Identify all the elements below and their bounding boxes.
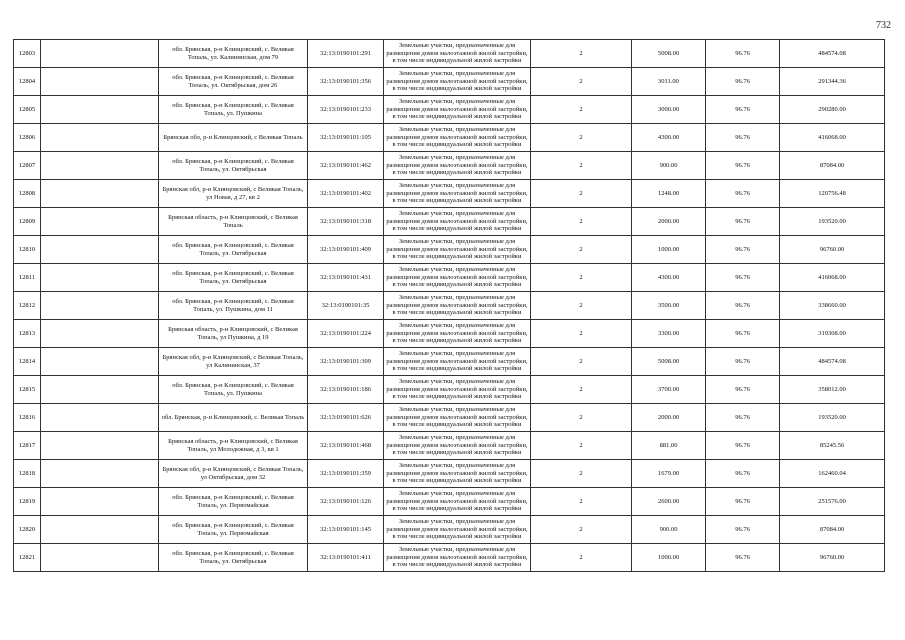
cadastral-value-cell: 120756.48: [780, 180, 885, 208]
cadastral-value-cell: 290280.00: [780, 96, 885, 124]
cadastral-number-cell: 32:13:0190101:462: [308, 152, 384, 180]
address-cell: обл. Брянская, р-н Клинцовский, с. Великая Топаль, ул. Октябрьская: [159, 152, 308, 180]
cadastral-value-cell: 251576.00: [780, 488, 885, 516]
area-cell: 2600.00: [632, 488, 706, 516]
cadastral-value-cell: 291344.36: [780, 68, 885, 96]
table-row: [14, 544, 885, 572]
area-cell: 1000.00: [632, 236, 706, 264]
address-cell: Брянская область, р-н Клинцовский, с Великая Топаль: [159, 208, 308, 236]
blank-cell: [41, 376, 159, 404]
area-cell: 4300.00: [632, 264, 706, 292]
table-row: [14, 320, 885, 348]
category-code-cell: 2: [531, 180, 632, 208]
area-cell: 3700.00: [632, 376, 706, 404]
table-row: [14, 96, 885, 124]
blank-cell: [41, 40, 159, 68]
area-cell: 900.00: [632, 516, 706, 544]
blank-cell: [41, 348, 159, 376]
land-use-cell: Земельные участки, предназначенные для размещения домов малоэтажной жилой застройки, в том числе индивидуальной жилой застройки: [384, 544, 531, 572]
table-row: [14, 488, 885, 516]
address-cell: Брянская область, р-н Клинцовский, с Великая Топаль, ул Молодежная, д 3, кв 1: [159, 432, 308, 460]
area-cell: 2000.00: [632, 404, 706, 432]
rate-cell: 96.76: [706, 152, 780, 180]
table-row: [14, 40, 885, 68]
address-cell: обл. Брянская, р-н Клинцовский, с. Великая Топаль, ул. Пушкина: [159, 96, 308, 124]
table-row: [14, 124, 885, 152]
cadastral-number-cell: 32:13:0190101:411: [308, 544, 384, 572]
address-cell: обл. Брянская, р-н Клинцовский, с. Великая Топаль, ул. Октябрьская: [159, 544, 308, 572]
category-code-cell: 2: [531, 348, 632, 376]
row-number-cell: 12818: [14, 460, 41, 488]
rate-cell: 96.76: [706, 404, 780, 432]
row-number-cell: 12805: [14, 96, 41, 124]
blank-cell: [41, 320, 159, 348]
table-row: [14, 236, 885, 264]
cadastral-number-cell: 32:13:0190101:233: [308, 96, 384, 124]
category-code-cell: 2: [531, 488, 632, 516]
blank-cell: [41, 432, 159, 460]
blank-cell: [41, 96, 159, 124]
cadastral-number-cell: 32:13:0190101:409: [308, 236, 384, 264]
row-number-cell: 12811: [14, 264, 41, 292]
table-row: [14, 292, 885, 320]
area-cell: 881.00: [632, 432, 706, 460]
area-cell: 3500.00: [632, 292, 706, 320]
cadastral-value-cell: 96760.00: [780, 236, 885, 264]
area-cell: 4300.00: [632, 124, 706, 152]
area-cell: 3011.00: [632, 68, 706, 96]
cadastral-value-cell: 484574.08: [780, 348, 885, 376]
row-number-cell: 12821: [14, 544, 41, 572]
table-row: [14, 348, 885, 376]
category-code-cell: 2: [531, 292, 632, 320]
rate-cell: 96.76: [706, 460, 780, 488]
address-cell: Брянская область, р-н Клинцовский, с Великая Топаль, ул Пушкина, д 19: [159, 320, 308, 348]
row-number-cell: 12812: [14, 292, 41, 320]
table-row: [14, 152, 885, 180]
row-number-cell: 12814: [14, 348, 41, 376]
cadastral-number-cell: 32:13:0190101:145: [308, 516, 384, 544]
blank-cell: [41, 236, 159, 264]
blank-cell: [41, 544, 159, 572]
land-use-cell: Земельные участки, предназначенные для размещения домов малоэтажной жилой застройки, в том числе индивидуальной жилой застройки: [384, 96, 531, 124]
blank-cell: [41, 292, 159, 320]
blank-cell: [41, 264, 159, 292]
blank-cell: [41, 516, 159, 544]
address-cell: обл. Брянская, р-н Клинцовский, с. Великая Топаль, ул. Октябрьская: [159, 236, 308, 264]
row-number-cell: 12813: [14, 320, 41, 348]
category-code-cell: 2: [531, 432, 632, 460]
cadastral-value-cell: 338660.00: [780, 292, 885, 320]
area-cell: 5008.00: [632, 40, 706, 68]
area-cell: 2000.00: [632, 208, 706, 236]
table-row: [14, 460, 885, 488]
address-cell: обл. Брянская, р-н Клинцовский, с. Великая Топаль, ул. Октябрьская, дом 26: [159, 68, 308, 96]
category-code-cell: 2: [531, 96, 632, 124]
land-use-cell: Земельные участки, предназначенные для размещения домов малоэтажной жилой застройки, в том числе индивидуальной жилой застройки: [384, 460, 531, 488]
row-number-cell: 12804: [14, 68, 41, 96]
land-registry-table: [13, 39, 885, 572]
rate-cell: 96.76: [706, 180, 780, 208]
area-cell: 5008.00: [632, 348, 706, 376]
land-use-cell: Земельные участки, предназначенные для размещения домов малоэтажной жилой застройки, в том числе индивидуальной жилой застройки: [384, 516, 531, 544]
address-cell: обл. Брянская, р-н Клинцовский, с. Великая Топаль, ул. Первомайская: [159, 516, 308, 544]
row-number-cell: 12807: [14, 152, 41, 180]
cadastral-value-cell: 416068.00: [780, 264, 885, 292]
row-number-cell: 12817: [14, 432, 41, 460]
cadastral-number-cell: 32:13:0190101:356: [308, 68, 384, 96]
land-use-cell: Земельные участки, предназначенные для размещения домов малоэтажной жилой застройки, в том числе индивидуальной жилой застройки: [384, 376, 531, 404]
area-cell: 1679.00: [632, 460, 706, 488]
land-use-cell: Земельные участки, предназначенные для размещения домов малоэтажной жилой застройки, в том числе индивидуальной жилой застройки: [384, 180, 531, 208]
category-code-cell: 2: [531, 208, 632, 236]
category-code-cell: 2: [531, 460, 632, 488]
category-code-cell: 2: [531, 404, 632, 432]
blank-cell: [41, 208, 159, 236]
row-number-cell: 12806: [14, 124, 41, 152]
rate-cell: 96.76: [706, 264, 780, 292]
area-cell: 1248.00: [632, 180, 706, 208]
blank-cell: [41, 152, 159, 180]
row-number-cell: 12803: [14, 40, 41, 68]
area-cell: 900.00: [632, 152, 706, 180]
cadastral-number-cell: 32:13:0190101:359: [308, 460, 384, 488]
category-code-cell: 2: [531, 236, 632, 264]
rate-cell: 96.76: [706, 544, 780, 572]
land-use-cell: Земельные участки, предназначенные для размещения домов малоэтажной жилой застройки, в том числе индивидуальной жилой застройки: [384, 348, 531, 376]
blank-cell: [41, 68, 159, 96]
cadastral-value-cell: 319308.00: [780, 320, 885, 348]
rate-cell: 96.76: [706, 292, 780, 320]
land-use-cell: Земельные участки, предназначенные для размещения домов малоэтажной жилой застройки, в том числе индивидуальной жилой застройки: [384, 236, 531, 264]
rate-cell: 96.76: [706, 516, 780, 544]
cadastral-value-cell: 85245.56: [780, 432, 885, 460]
table-row: [14, 516, 885, 544]
land-use-cell: Земельные участки, предназначенные для размещения домов малоэтажной жилой застройки, в том числе индивидуальной жилой застройки: [384, 208, 531, 236]
cadastral-value-cell: 358012.00: [780, 376, 885, 404]
blank-cell: [41, 124, 159, 152]
cadastral-number-cell: 32:13:0190101:126: [308, 488, 384, 516]
address-cell: Брянская обл, р-н Клинцовский, с Великая Топаль, ул Новая, д 27, кв 2: [159, 180, 308, 208]
rate-cell: 96.76: [706, 124, 780, 152]
category-code-cell: 2: [531, 68, 632, 96]
address-cell: Брянская обл, р-н Клинцовский, с Великая Топаль, ул Октябрьская, дом 32: [159, 460, 308, 488]
land-use-cell: Земельные участки, предназначенные для размещения домов малоэтажной жилой застройки, в том числе индивидуальной жилой застройки: [384, 320, 531, 348]
cadastral-number-cell: 32:13:0190101:309: [308, 348, 384, 376]
blank-cell: [41, 180, 159, 208]
row-number-cell: 12820: [14, 516, 41, 544]
blank-cell: [41, 488, 159, 516]
category-code-cell: 2: [531, 544, 632, 572]
cadastral-value-cell: 96760.00: [780, 544, 885, 572]
address-cell: обл. Брянская, р-н Клинцовский, с. Великая Топаль, ул. Октябрьская: [159, 264, 308, 292]
table-body: [14, 40, 885, 572]
cadastral-number-cell: 32:13:0190101:468: [308, 432, 384, 460]
cadastral-number-cell: 32:13:0190101:186: [308, 376, 384, 404]
land-use-cell: Земельные участки, предназначенные для размещения домов малоэтажной жилой застройки, в том числе индивидуальной жилой застройки: [384, 68, 531, 96]
table-row: [14, 264, 885, 292]
rate-cell: 96.76: [706, 236, 780, 264]
address-cell: обл. Брянская, р-н Клинцовский, с. Великая Топаль, ул. Пушкина: [159, 376, 308, 404]
cadastral-number-cell: 32:13:0190101:626: [308, 404, 384, 432]
blank-cell: [41, 404, 159, 432]
address-cell: Брянская обл, р-н Клинцовский, с Великая Топаль: [159, 124, 308, 152]
cadastral-number-cell: 32:13:0190101:318: [308, 208, 384, 236]
cadastral-value-cell: 193520.00: [780, 404, 885, 432]
address-cell: обл. Брянская, р-н Клинцовский, с. Великая Топаль, ул. Пушкина, дом 11: [159, 292, 308, 320]
table-row: [14, 404, 885, 432]
row-number-cell: 12809: [14, 208, 41, 236]
category-code-cell: 2: [531, 124, 632, 152]
cadastral-value-cell: 484574.08: [780, 40, 885, 68]
table-row: [14, 208, 885, 236]
cadastral-number-cell: 32:13:0190101:431: [308, 264, 384, 292]
category-code-cell: 2: [531, 376, 632, 404]
rate-cell: 96.76: [706, 376, 780, 404]
rate-cell: 96.76: [706, 320, 780, 348]
cadastral-number-cell: 32:13:0190101:291: [308, 40, 384, 68]
rate-cell: 96.76: [706, 208, 780, 236]
rate-cell: 96.76: [706, 68, 780, 96]
rate-cell: 96.76: [706, 348, 780, 376]
land-use-cell: Земельные участки, предназначенные для размещения домов малоэтажной жилой застройки, в том числе индивидуальной жилой застройки: [384, 152, 531, 180]
address-cell: обл. Брянская, р-н Клинцовский, с. Великая Топаль, ул. Первомайская: [159, 488, 308, 516]
rate-cell: 96.76: [706, 96, 780, 124]
category-code-cell: 2: [531, 264, 632, 292]
address-cell: Брянская обл, р-н Клинцовский, с Великая Топаль, ул Калининская, 37: [159, 348, 308, 376]
land-use-cell: Земельные участки, предназначенные для размещения домов малоэтажной жилой застройки, в том числе индивидуальной жилой застройки: [384, 432, 531, 460]
table-row: [14, 432, 885, 460]
cadastral-number-cell: 32:13:0190101:35: [308, 292, 384, 320]
address-cell: обл. Брянская, р-н Клинцовский, с. Великая Топаль: [159, 404, 308, 432]
land-use-cell: Земельные участки, предназначенные для размещения домов малоэтажной жилой застройки, в том числе индивидуальной жилой застройки: [384, 404, 531, 432]
blank-cell: [41, 460, 159, 488]
cadastral-value-cell: 162460.04: [780, 460, 885, 488]
address-cell: обл. Брянская, р-н Клинцовский, с. Великая Топаль, ул. Калининская, дом 79: [159, 40, 308, 68]
rate-cell: 96.76: [706, 488, 780, 516]
row-number-cell: 12819: [14, 488, 41, 516]
land-use-cell: Земельные участки, предназначенные для размещения домов малоэтажной жилой застройки, в том числе индивидуальной жилой застройки: [384, 292, 531, 320]
table-row: [14, 68, 885, 96]
cadastral-value-cell: 416068.00: [780, 124, 885, 152]
row-number-cell: 12810: [14, 236, 41, 264]
rate-cell: 96.76: [706, 40, 780, 68]
land-use-cell: Земельные участки, предназначенные для размещения домов малоэтажной жилой застройки, в том числе индивидуальной жилой застройки: [384, 124, 531, 152]
cadastral-value-cell: 87084.00: [780, 516, 885, 544]
row-number-cell: 12816: [14, 404, 41, 432]
row-number-cell: 12808: [14, 180, 41, 208]
land-use-cell: Земельные участки, предназначенные для размещения домов малоэтажной жилой застройки, в том числе индивидуальной жилой застройки: [384, 264, 531, 292]
area-cell: 3300.00: [632, 320, 706, 348]
table-row: [14, 180, 885, 208]
table-row: [14, 376, 885, 404]
cadastral-value-cell: 193520.00: [780, 208, 885, 236]
cadastral-number-cell: 32:13:0190101:224: [308, 320, 384, 348]
rate-cell: 96.76: [706, 432, 780, 460]
category-code-cell: 2: [531, 152, 632, 180]
land-use-cell: Земельные участки, предназначенные для размещения домов малоэтажной жилой застройки, в том числе индивидуальной жилой застройки: [384, 488, 531, 516]
area-cell: 3000.00: [632, 96, 706, 124]
land-use-cell: Земельные участки, предназначенные для размещения домов малоэтажной жилой застройки, в том числе индивидуальной жилой застройки: [384, 40, 531, 68]
cadastral-number-cell: 32:13:0190101:105: [308, 124, 384, 152]
category-code-cell: 2: [531, 320, 632, 348]
cadastral-value-cell: 87084.00: [780, 152, 885, 180]
row-number-cell: 12815: [14, 376, 41, 404]
category-code-cell: 2: [531, 516, 632, 544]
cadastral-number-cell: 32:13:0190101:402: [308, 180, 384, 208]
area-cell: 1000.00: [632, 544, 706, 572]
category-code-cell: 2: [531, 40, 632, 68]
page-number: 732: [876, 20, 891, 31]
